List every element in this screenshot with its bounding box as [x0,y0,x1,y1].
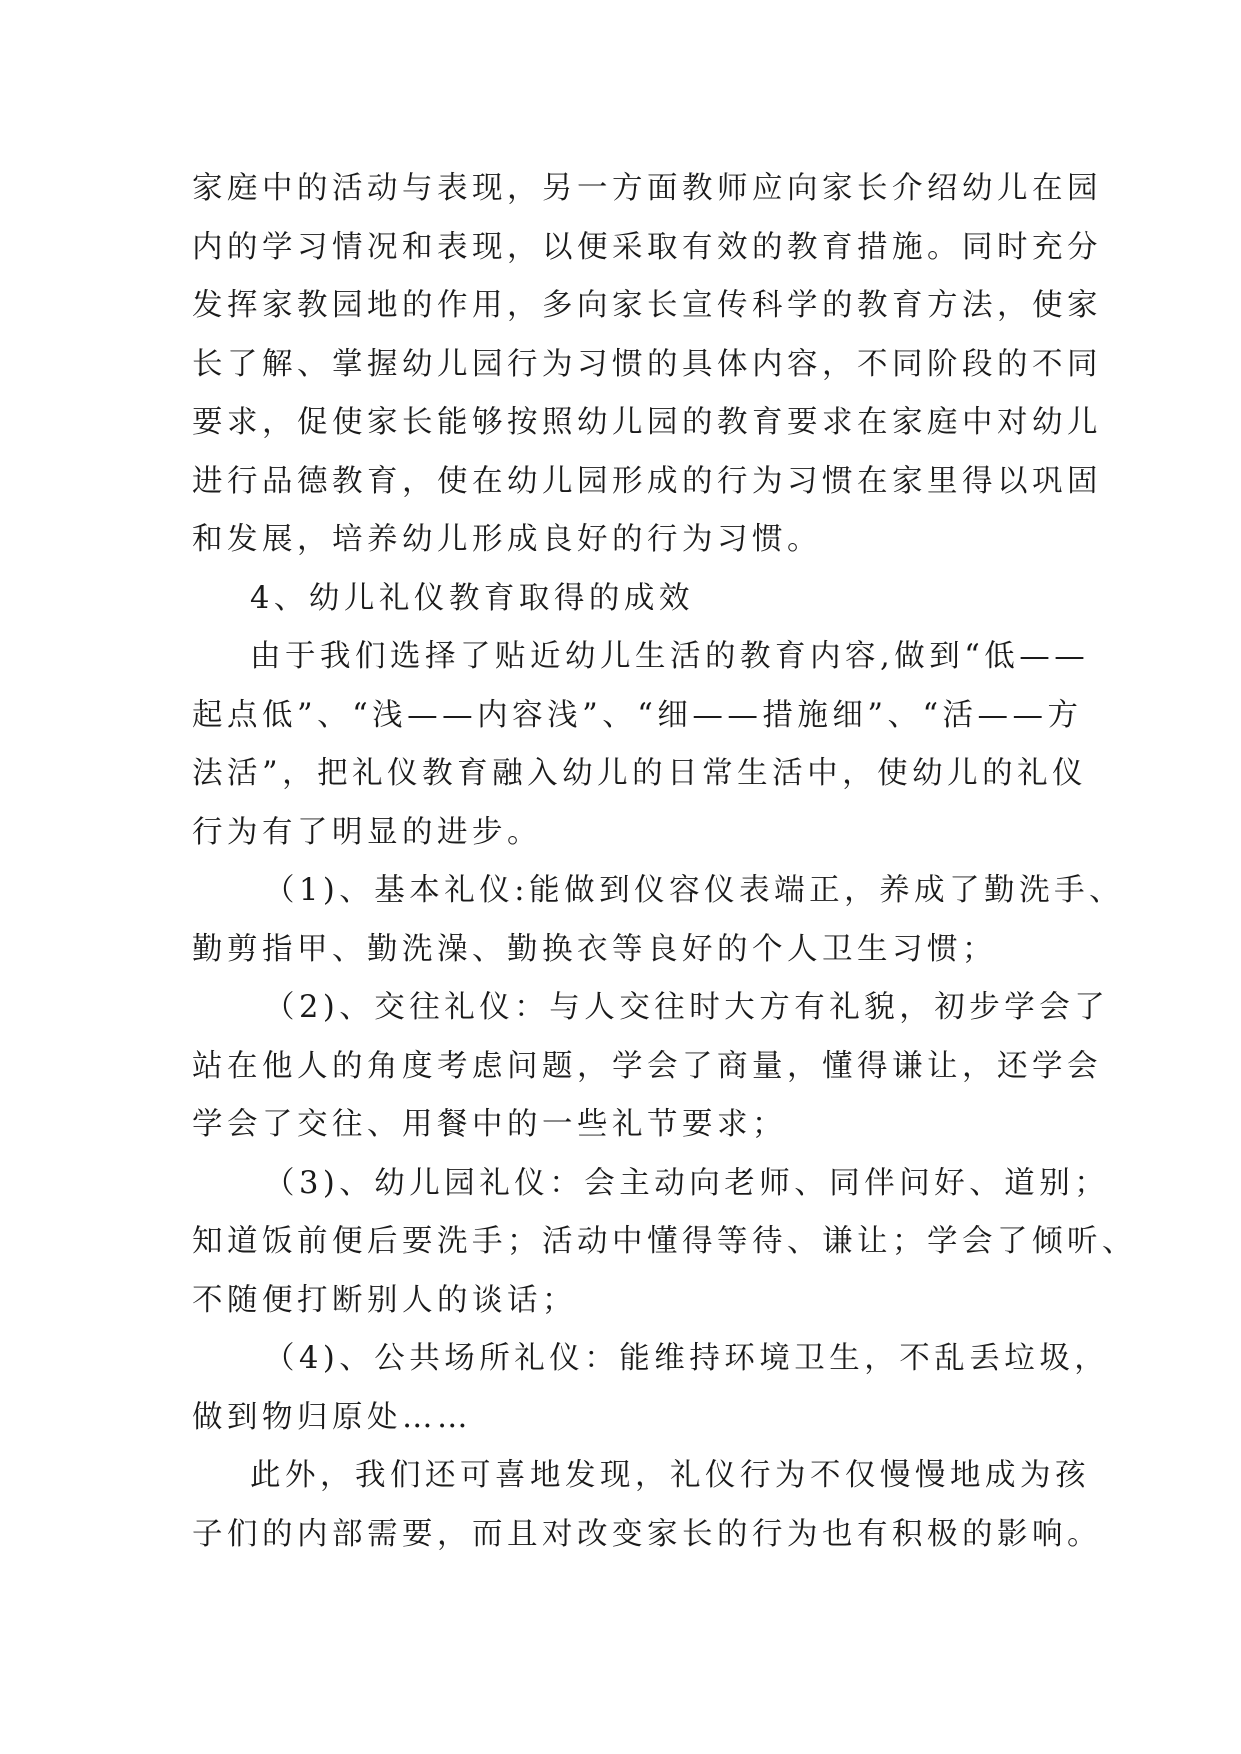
section-heading: 4、幼儿礼仪教育取得的成效 [250,580,694,616]
text-line: 站在他人的角度考虑问题，学会了商量，懂得谦让，还学会 [192,1048,1102,1084]
text-line: 由于我们选择了贴近幼儿生活的教育内容,做到“低—— [250,639,1090,674]
text-line: 学会了交往、用餐中的一些礼节要求； [192,1107,787,1142]
text-line: 行为有了明显的进步。 [192,814,542,850]
list-item-3: （3)、幼儿园礼仪：会主动向老师、同伴问好、道别； [264,1165,1110,1201]
text-line: 长了解、掌握幼儿园行为习惯的具体内容，不同阶段的不同 [192,346,1102,382]
text-line: 法活”，把礼仪教育融入幼儿的日常生活中，使幼儿的礼仪 [192,756,1088,791]
text-line: 内的学习情况和表现，以便采取有效的教育措施。同时充分 [192,229,1102,265]
text-line: 家庭中的活动与表现，另一方面教师应向家长介绍幼儿在园 [192,171,1102,206]
list-item-1: （1)、基本礼仪:能做到仪容仪表端正，养成了勤洗手、 [264,873,1125,908]
text-line: 进行品德教育，使在幼儿园形成的行为习惯在家里得以巩固 [192,463,1102,499]
text-line: 不随便打断别人的谈话； [192,1282,577,1318]
text-line: 此外，我们还可喜地发现，礼仪行为不仅慢慢地成为孩 [250,1458,1090,1493]
text-line: 做到物归原处…… [192,1399,472,1435]
document-body [192,160,1137,1564]
text-line: 勤剪指甲、勤洗澡、勤换衣等良好的个人卫生习惯； [192,931,997,967]
list-item-4: （4)、公共场所礼仪：能维持环境卫生，不乱丢垃圾， [264,1341,1110,1376]
text-line: 发挥家教园地的作用，多向家长宣传科学的教育方法，使家 [192,288,1102,323]
list-item-2: （2)、交往礼仪：与人交往时大方有礼貌，初步学会了 [264,990,1110,1025]
text-line: 要求，促使家长能够按照幼儿园的教育要求在家庭中对幼儿 [192,405,1102,440]
text-line: 知道饭前便后要洗手；活动中懂得等待、谦让；学会了倾听、 [192,1224,1137,1259]
text-line: 子们的内部需要，而且对改变家长的行为也有积极的影响。 [192,1516,1102,1552]
text-line: 起点低”、“浅——内容浅”、“细——措施细”、“活——方 [192,697,1083,733]
text-line: 和发展，培养幼儿形成良好的行为习惯。 [192,522,822,557]
